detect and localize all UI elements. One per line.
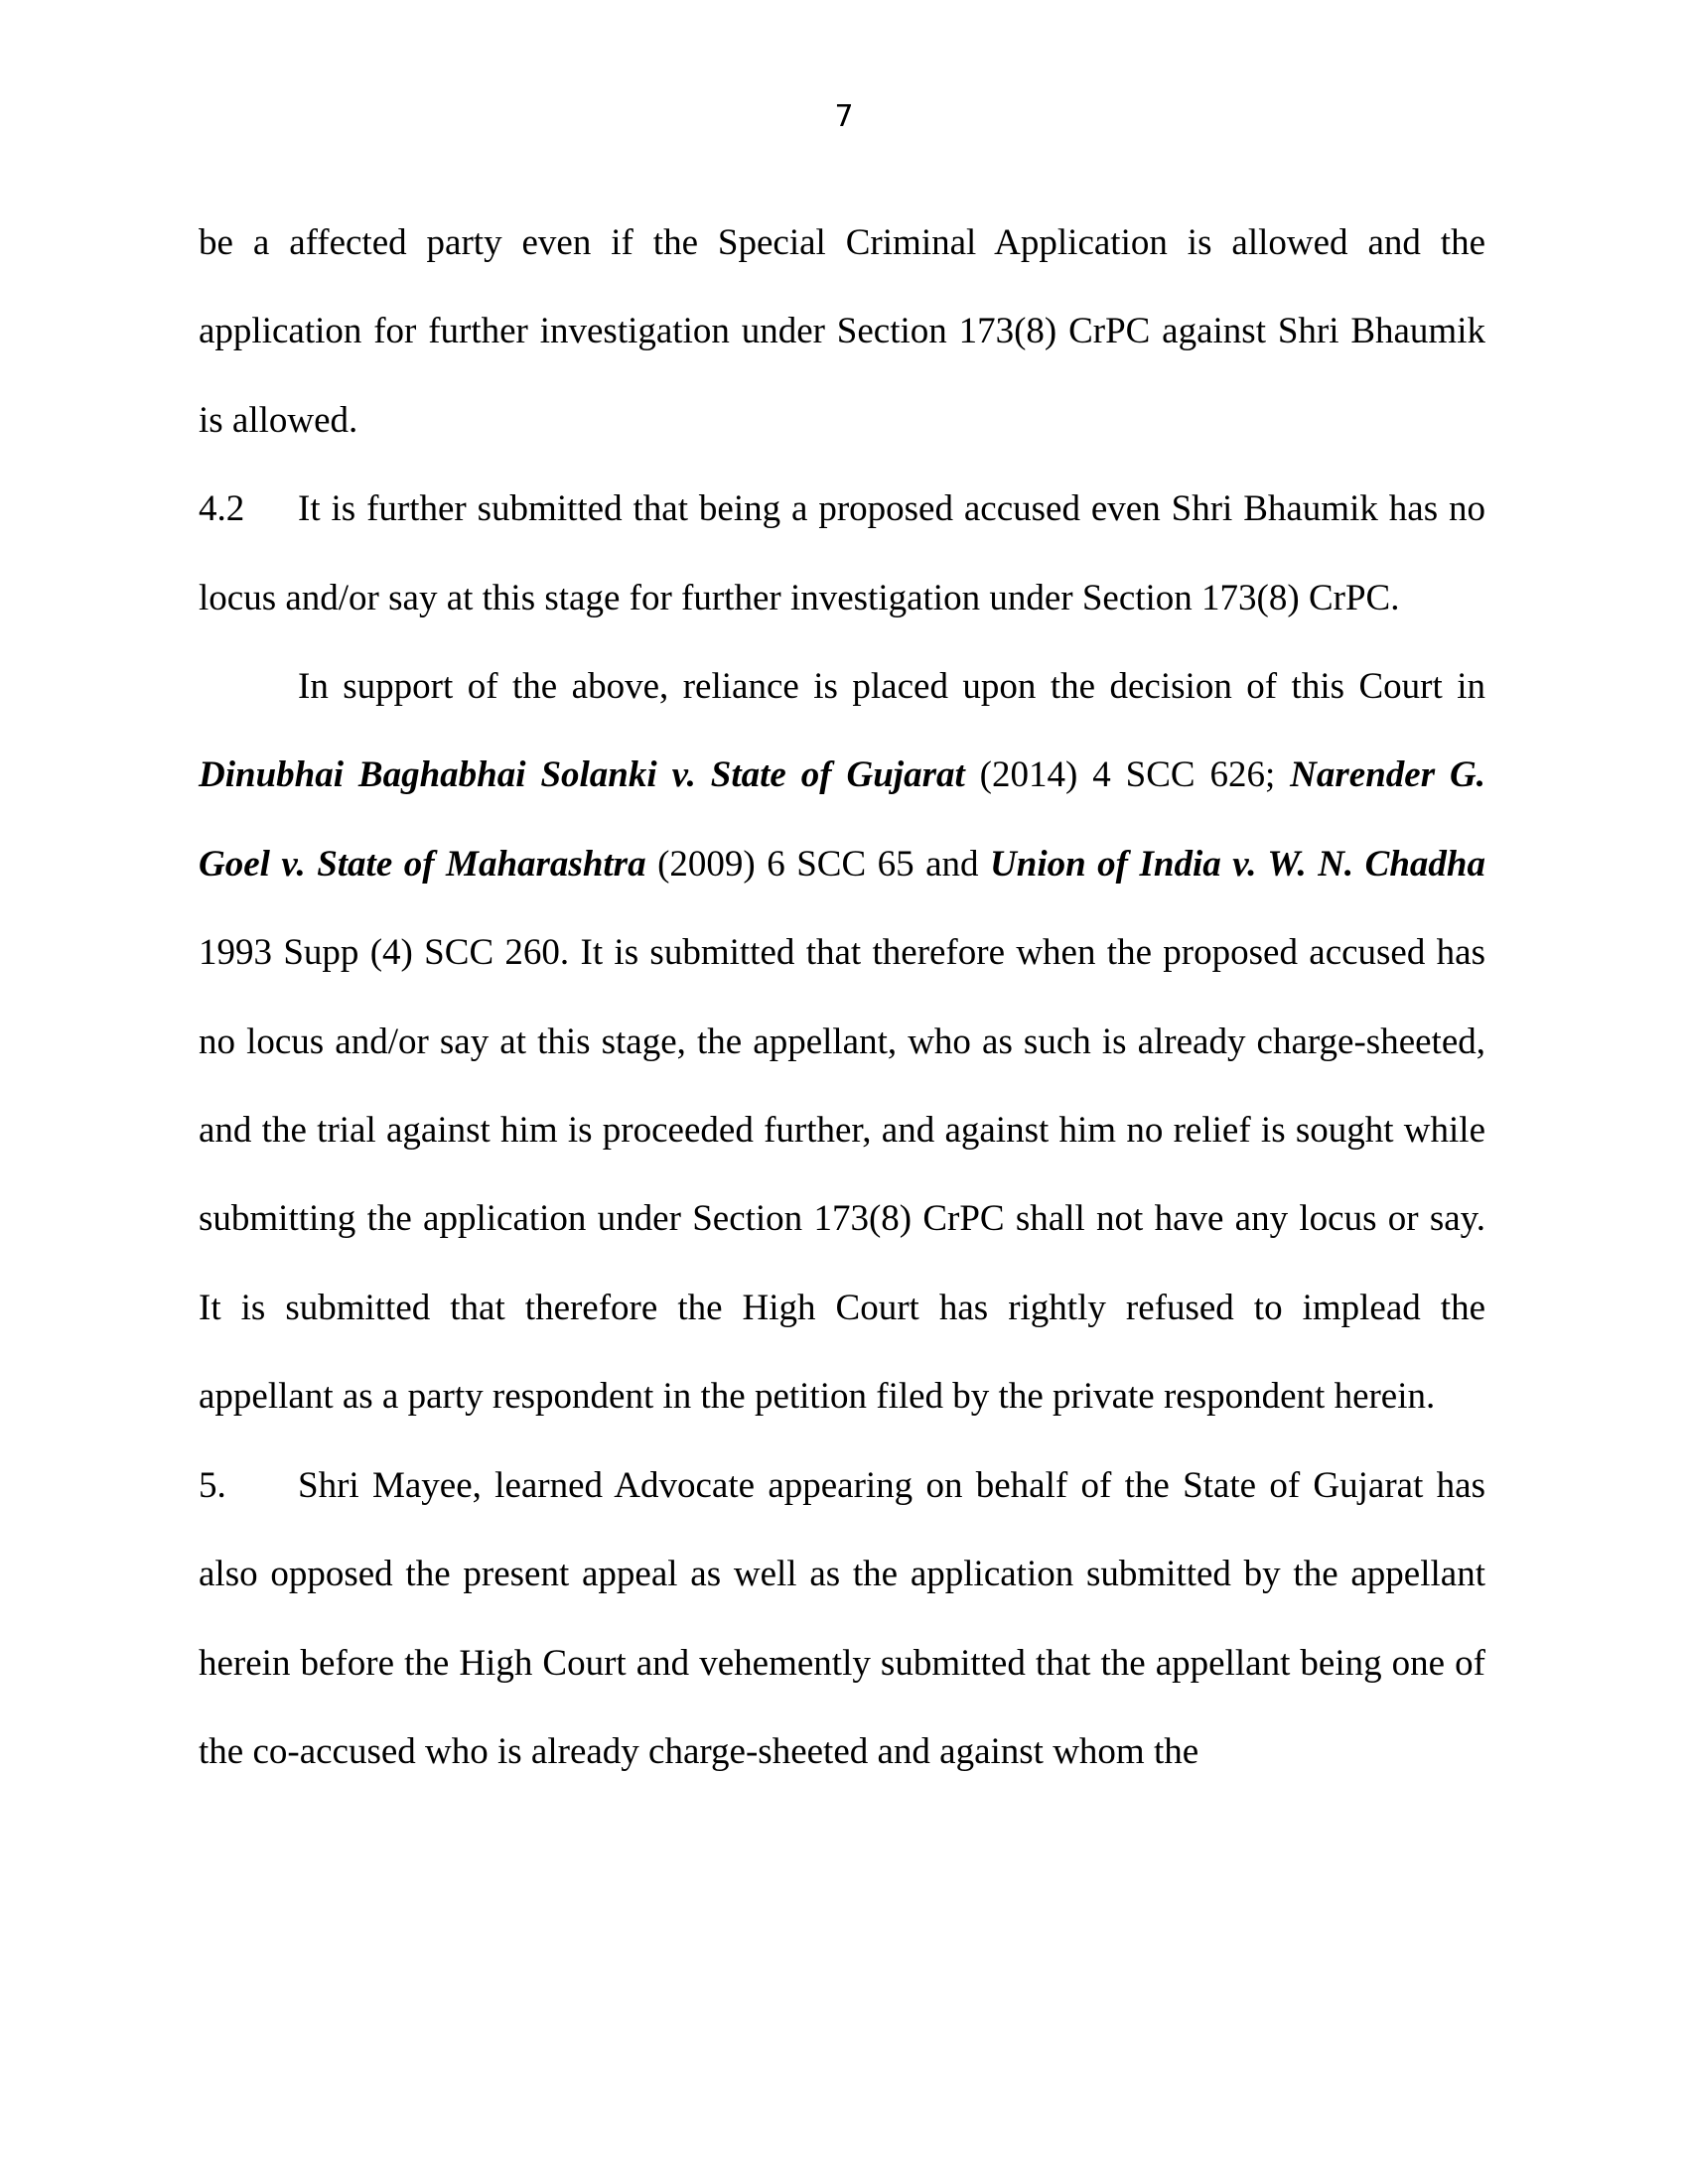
paragraph-text: be a affected party even if the Special Criminal Application is allowed and the application for further investigation under Section 173(8) CrPC against Shri Bhaumik is allowed. — [199, 222, 1485, 441]
citation-reference: (2014) 4 SCC 626; — [964, 754, 1291, 796]
page-number: 7 — [834, 99, 854, 134]
case-citation: Union of India v. W. N. Chadha — [990, 843, 1486, 885]
paragraph-text: In support of the above, reliance is placed upon the decision of this Court in — [298, 666, 1485, 708]
paragraph-text: Shri Mayee, learned Advocate appearing on behalf of the State of Gujarat has also opposed the present appeal as well as the application submitted by the appellant herein before the High Court and vehemently submitted that the appellant being one of the co-accused who is already charge-sheeted and against whom the — [199, 1464, 1485, 1772]
paragraph-number: 5. — [199, 1464, 226, 1506]
case-citation: Narender G. Goel v. State of Maharashtra — [199, 754, 1485, 885]
paragraph-4-2 — [199, 465, 1485, 642]
paragraph-text: It is further submitted that being a proposed accused even Shri Bhaumik has no locus and/or say at this stage for further investigation under Section 173(8) CrPC. — [199, 488, 1485, 618]
citation-reference: (2009) 6 SCC 65 and — [645, 843, 991, 885]
case-citation: Dinubhai Baghabhai Solanki v. State of Gujarat — [199, 754, 965, 796]
paragraph-text: 1993 Supp (4) SCC 260. It is submitted that therefore when the proposed accused has no locus and/or say at this stage, the appellant, who as such is already charge-sheeted, and the trial against him is proceeded further, and against him no relief is sought while submitting the application under Section 173(8) CrPC shall not have any locus or say. It is submitted that therefore the High Court has rightly refused to implead the appellant as a party respondent in the petition filed by the private respondent herein. — [199, 932, 1485, 1418]
document-body — [199, 199, 1485, 1796]
paragraph-5 — [199, 1441, 1485, 1797]
paragraph-continuation — [199, 199, 1485, 465]
paragraph-reliance — [199, 642, 1485, 1441]
paragraph-number: 4.2 — [199, 488, 245, 530]
